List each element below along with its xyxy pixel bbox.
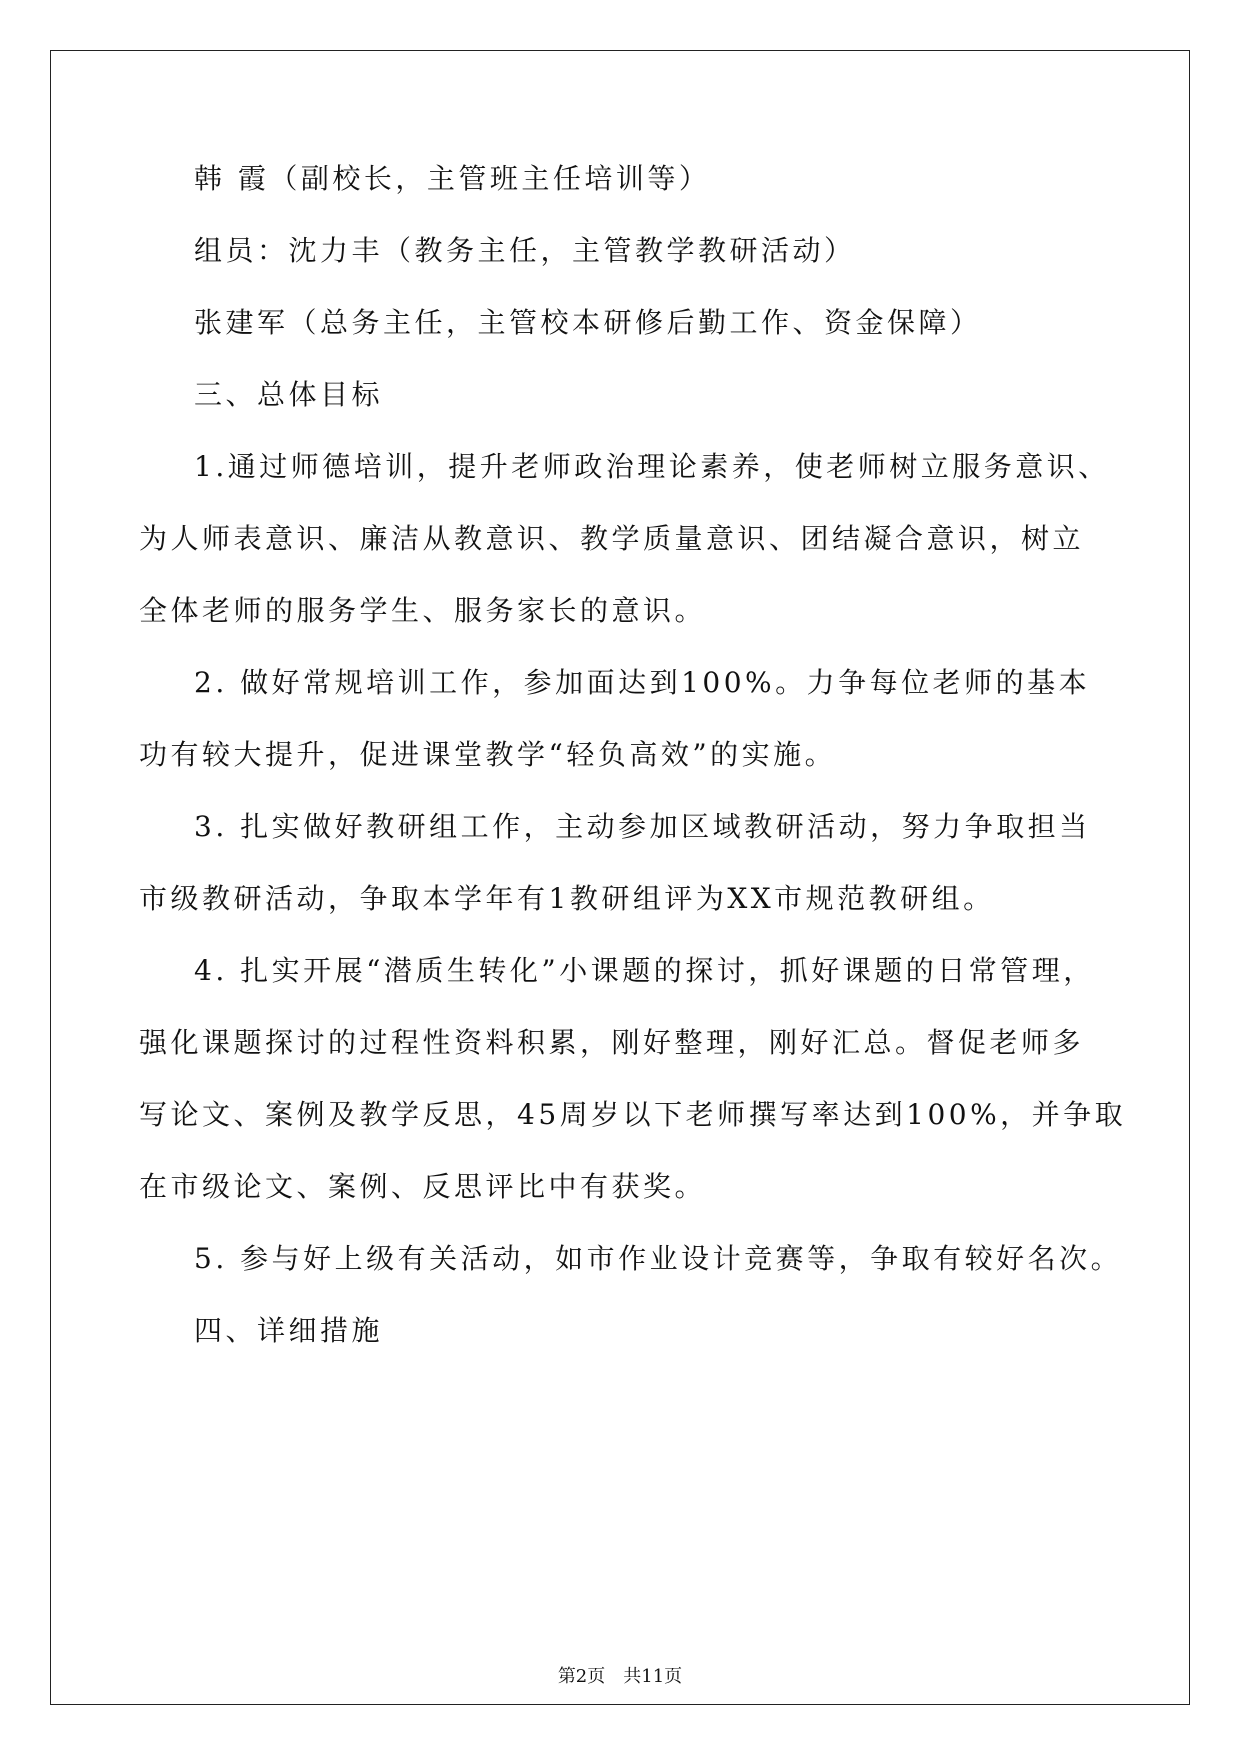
text-line-9: 功有较大提升，促进课堂教学“轻负高效”的实施。 bbox=[139, 738, 837, 771]
text-line-11: 市级教研活动，争取本学年有1教研组评为XX市规范教研组。 bbox=[139, 882, 995, 915]
text-line-8: 2. 做好常规培训工作，参加面达到100%。力争每位老师的基本 bbox=[194, 666, 1091, 699]
text-line-10: 3. 扎实做好教研组工作，主动参加区域教研活动，努力争取担当 bbox=[194, 810, 1091, 843]
text-line-12: 4. 扎实开展“潜质生转化”小课题的探讨，抓好课题的日常管理， bbox=[194, 954, 1095, 987]
section-heading-3: 三、总体目标 bbox=[194, 378, 384, 411]
text-line-15: 在市级论文、案例、反思评比中有获奖。 bbox=[139, 1170, 707, 1203]
page-border bbox=[50, 50, 1190, 1705]
text-line-1: 韩 霞（副校长，主管班主任培训等） bbox=[194, 162, 711, 195]
text-line-13: 强化课题探讨的过程性资料积累，刚好整理，刚好汇总。督促老师多 bbox=[139, 1026, 1085, 1059]
text-line-6: 为人师表意识、廉洁从教意识、教学质量意识、团结凝合意识，树立 bbox=[139, 522, 1085, 555]
text-line-16: 5. 参与好上级有关活动，如市作业设计竞赛等，争取有较好名次。 bbox=[194, 1242, 1123, 1275]
text-line-3: 张建军（总务主任，主管校本研修后勤工作、资金保障） bbox=[194, 306, 982, 339]
text-line-7: 全体老师的服务学生、服务家长的意识。 bbox=[139, 594, 707, 627]
text-line-2: 组员：沈力丰（教务主任，主管教学教研活动） bbox=[194, 234, 856, 267]
section-heading-4: 四、详细措施 bbox=[194, 1314, 384, 1347]
text-line-14: 写论文、案例及教学反思，45周岁以下老师撰写率达到100%，并争取 bbox=[139, 1098, 1127, 1131]
page-number-footer: 第2页 共11页 bbox=[557, 1666, 683, 1687]
text-line-5: 1.通过师德培训，提升老师政治理论素养，使老师树立服务意识、 bbox=[194, 450, 1110, 483]
